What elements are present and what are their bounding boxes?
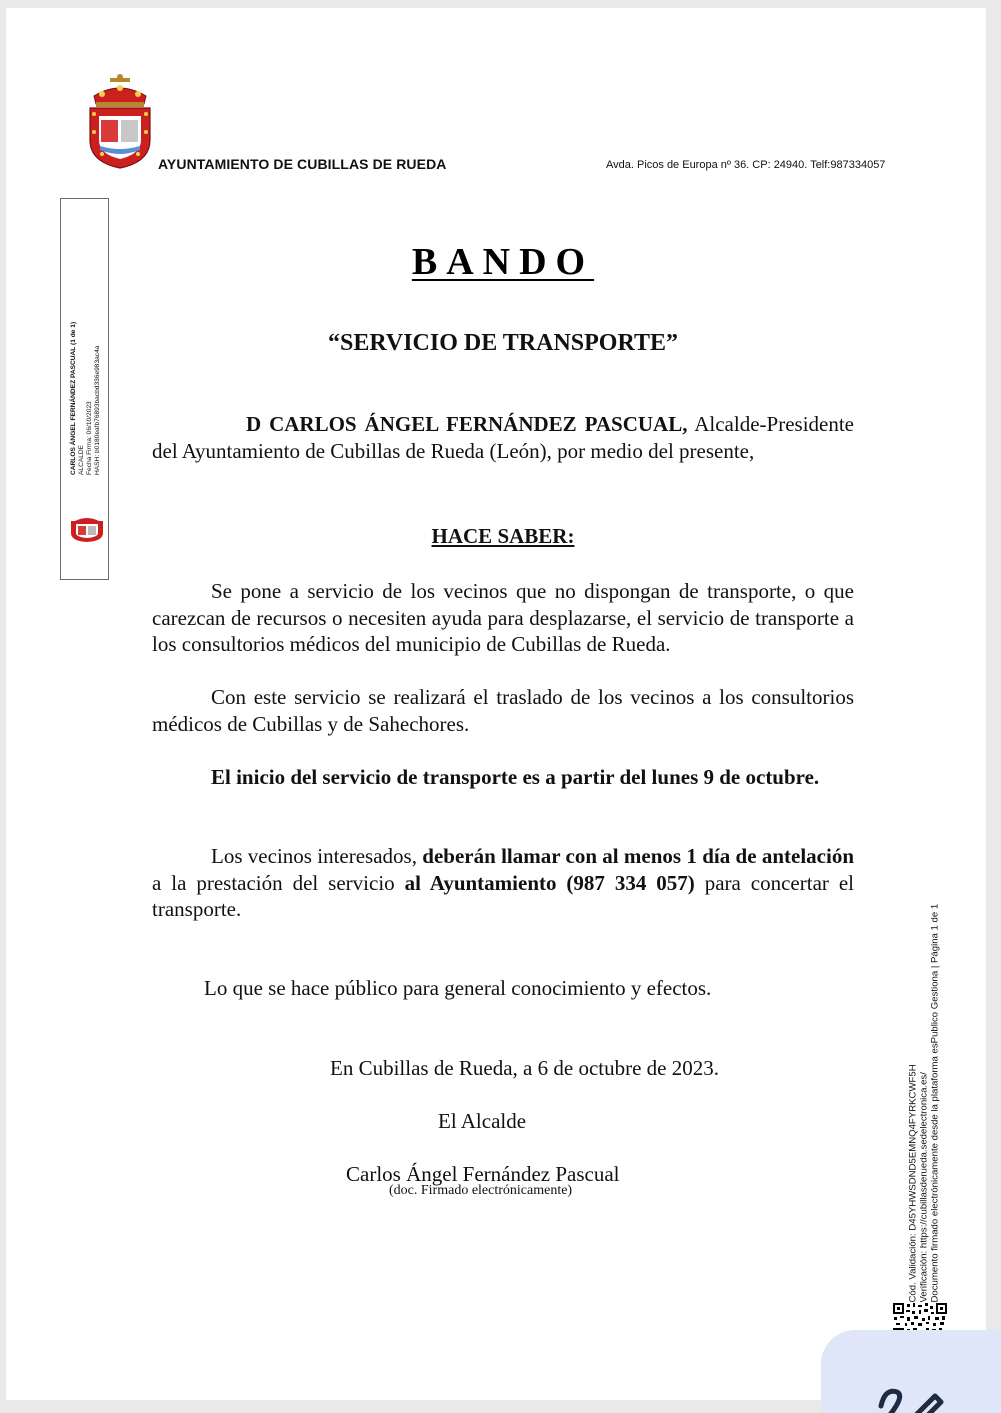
- mayor-name: D CARLOS ÁNGEL FERNÁNDEZ PASCUAL,: [246, 412, 688, 436]
- stamp-date: Fecha Firma: 06/10/2023: [86, 401, 93, 475]
- paragraph-2: [152, 684, 854, 737]
- stamp-signer: CARLOS ÁNGEL FERNÁNDEZ PASCUAL (1 de 1): [70, 321, 77, 475]
- paragraph-3: [152, 764, 854, 791]
- paragraph-3-text: El inicio del servicio de transporte es a partir del lunes 9 de octubre.: [211, 765, 820, 789]
- signed-note: (doc. Firmado electrónicamente): [389, 1183, 573, 1198]
- stamp-hash: HASH: b0180eafb76893bacbd336e983ac4a: [94, 345, 101, 475]
- paragraph-1-text: Se pone a servicio de los vecinos que no dispongan de transporte, o que carezcan de recursos o necesiten ayuda para desplazarse, el servicio de transporte a los consultorios médicos del municipio de Cubillas de Rueda.: [152, 579, 854, 656]
- hace-saber-heading: HACE SABER:: [431, 524, 575, 548]
- document-title: BANDO: [411, 241, 595, 283]
- document-subtitle: “SERVICIO DE TRANSPORTE”: [328, 330, 678, 356]
- validation-code: Cód. Validación: D45YHWSDND5EMNQ4FYRKCWF5H: [907, 1064, 919, 1303]
- stamp-role: ALCALDE: [78, 444, 85, 475]
- verification-url[interactable]: Verificación: https://cubillasderueda.sedelectronica.es/: [918, 1072, 930, 1303]
- signer-name: Carlos Ángel Fernández Pascual: [346, 1162, 620, 1186]
- paragraph-4-text-c: para concertar el transporte.: [152, 870, 854, 921]
- intro-text: Alcalde-Presidente del Ayuntamiento de Cubillas de Rueda (León), por medio del presente,: [152, 412, 855, 463]
- document-page: [6, 8, 986, 1400]
- signer-role: El Alcalde: [438, 1109, 527, 1133]
- signature-stamp-text: [70, 155, 102, 475]
- paragraph-2-text: Con este servicio se realizará el traslado de los vecinos a los consultorios médicos de Cubillas y de Sahechores.: [152, 685, 854, 736]
- paragraph-4: [152, 843, 854, 923]
- verification-block: [890, 882, 950, 1303]
- closing-line: Lo que se hace público para general conocimiento y efectos.: [204, 976, 712, 1000]
- verification-text: [908, 891, 941, 1303]
- paragraph-1: [152, 578, 854, 658]
- place-date-line: En Cubillas de Rueda, a 6 de octubre de 2023.: [330, 1056, 719, 1080]
- paragraph-4-bold-a: deberán llamar con al menos 1 día de antelación: [422, 844, 854, 868]
- edit-pen-icon: [875, 1376, 945, 1413]
- organization-address: Avda. Picos de Europa nº 36. CP: 24940. Telf:987334057: [606, 159, 886, 171]
- platform-note: Documento firmado electrónicamente desde la plataforma esPublico Gestiona | Página 1 de 1: [929, 903, 941, 1303]
- paragraph-4-text-a: Los vecinos interesados,: [211, 844, 423, 868]
- organization-name: AYUNTAMIENTO DE CUBILLAS DE RUEDA: [158, 156, 447, 172]
- intro-paragraph: [152, 411, 854, 464]
- paragraph-4-text-b: a la prestación del servicio: [152, 870, 405, 895]
- edit-action-button[interactable]: [821, 1330, 1001, 1413]
- paragraph-4-bold-b: al Ayuntamiento (987 334 057): [404, 870, 695, 895]
